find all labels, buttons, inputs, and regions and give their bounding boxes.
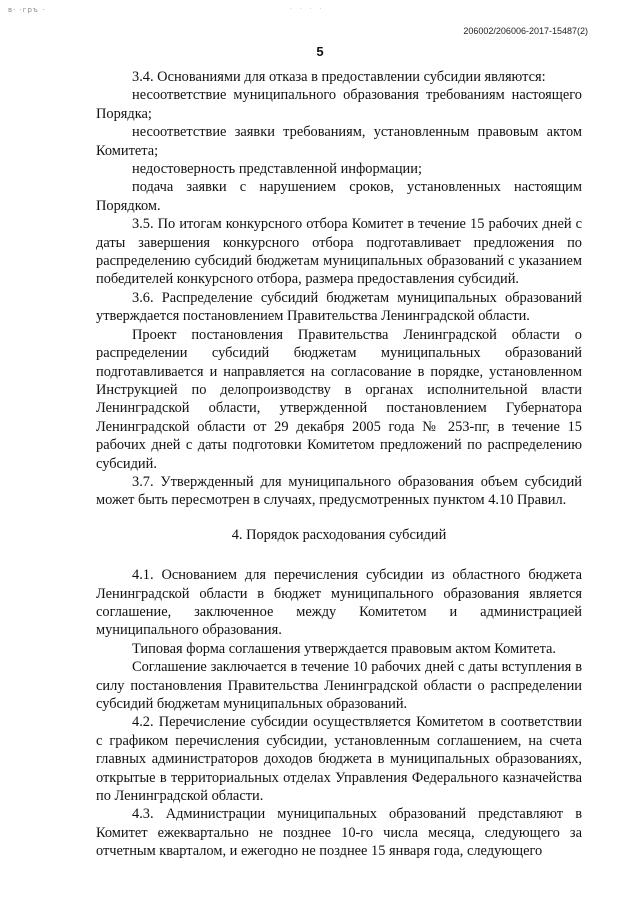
document-body bbox=[96, 68, 582, 861]
section-heading: 4. Порядок расходования субсидий bbox=[231, 526, 447, 543]
paragraph-draft-resolution: Проект постановления Правительства Ленинградской области о распределении субсидий бюджетам муниципальных образований подготавливается и направляется на согласование в порядке, установленном Инструкцией по делопроизводству в органах исполнительной власти Ленинградской области, утвержденной постановлением Губернатора Ленинградской области от 29 декабря 2005 года № 253-пг, в течение 15 рабочих дней с даты подготовки Комитетом предложений по распределению субсидий. bbox=[96, 326, 582, 472]
paragraph-3-4: 3.4. Основаниями для отказа в предоставлении субсидии являются: bbox=[132, 69, 546, 85]
scan-artifact-center: · · · · bbox=[290, 6, 325, 13]
list-item-application-mismatch: несоответствие заявки требованиям, установленным правовым актом Комитета; bbox=[96, 124, 582, 159]
list-item-unreliable-info: недостоверность представленной информации; bbox=[132, 161, 422, 178]
list-item-late-submission: подача заявки с нарушением сроков, установленных настоящим Порядком. bbox=[96, 179, 582, 214]
paragraph-3-5: 3.5. По итогам конкурсного отбора Комитет в течение 15 рабочих дней с даты завершения конкурсного отбора подготавливает предложения по распределению субсидий бюджетам муниципальных образований с указанием победителей конкурсного отбора, размера предоставления субсидий. bbox=[96, 216, 582, 288]
page-number: 5 bbox=[316, 44, 324, 59]
paragraph-3-6: 3.6. Распределение субсидий бюджетам муниципальных образований утверждается постановлением Правительства Ленинградской области. bbox=[96, 289, 582, 325]
paragraph-4-2: 4.2. Перечисление субсидии осуществляется Комитетом в соответствии с графиком перечисления субсидии, установленным соглашением, на счета главных администраторов доходов бюджета в муниципальных образованиях, открытые в территориальных отделах Управления Федерального казначейства по Ленинградской области. bbox=[96, 714, 582, 805]
paragraph-standard-form: Типовая форма соглашения утверждается правовым актом Комитета. bbox=[132, 640, 557, 657]
scan-artifact-left: в· ·гръ · bbox=[8, 6, 46, 14]
paragraph-3-7: 3.7. Утвержденный для муниципального образования объем субсидий может быть пересмотрен в случаях, предусмотренных пунктом 4.10 Правил. bbox=[96, 473, 582, 509]
paragraph-4-1: 4.1. Основанием для перечисления субсидии из областного бюджета Ленинградской области в бюджет муниципального образования является соглашение, заключенное между Комитетом и администрацией муниципального образования. bbox=[96, 567, 582, 639]
list-item-municipal-mismatch: несоответствие муниципального образования требованиям настоящего Порядка; bbox=[96, 87, 582, 122]
document-id: 206002/206006-2017-15487(2) bbox=[463, 26, 588, 36]
paragraph-agreement-term: Соглашение заключается в течение 10 рабочих дней с даты вступления в силу постановления Правительства Ленинградской области о распределении субсидий бюджетам муниципальных образований. bbox=[96, 659, 582, 712]
paragraph-4-3: 4.3. Администрации муниципальных образований представляют в Комитет ежеквартально не позднее 10-го числа месяца, следующего за отчетным кварталом, и ежегодно не позднее 15 января года, следующего bbox=[96, 806, 582, 860]
